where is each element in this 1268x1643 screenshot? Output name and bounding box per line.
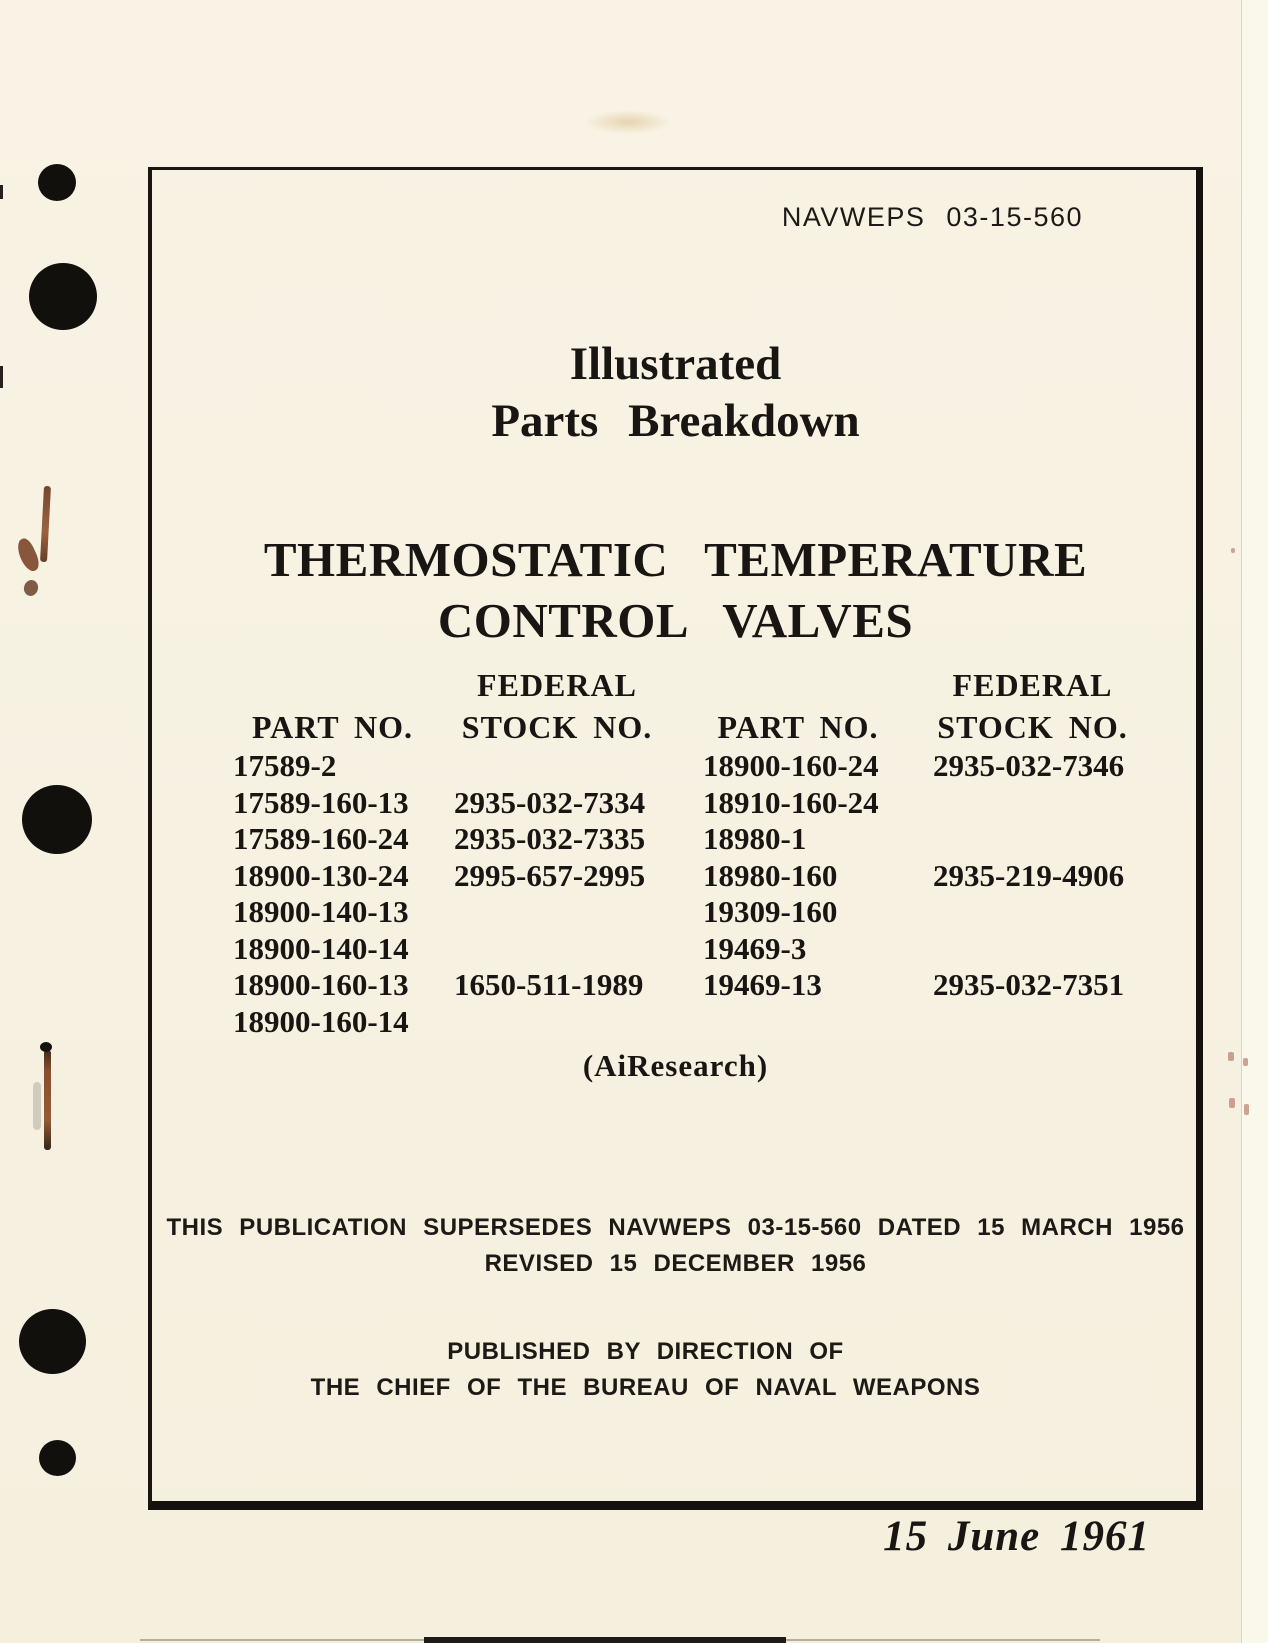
- issue-date: 15 June 1961: [883, 1513, 1150, 1560]
- punch-hole: [22, 785, 92, 854]
- punch-hole: [38, 164, 76, 201]
- column-cells: [225, 748, 440, 1040]
- column-cells: [442, 748, 672, 1040]
- table-cell: 1650-511-1989: [454, 967, 644, 1002]
- scan-edge-artifact: [0, 185, 3, 199]
- table-cell: [925, 785, 1140, 822]
- table-cell: [698, 1004, 898, 1041]
- parts-table-column-stock-right: [925, 664, 1140, 1040]
- ink-smudge: [44, 1050, 51, 1150]
- doc-type-line2: Parts Breakdown: [491, 395, 860, 447]
- table-cell: [442, 894, 672, 931]
- table-cell: 17589-160-24: [233, 821, 409, 856]
- scan-edge-artifact: [424, 1637, 786, 1643]
- published-line1: PUBLISHED BY DIRECTION OF: [447, 1338, 844, 1365]
- table-cell: 2935-032-7334: [454, 784, 646, 820]
- table-cell: 2935-219-4906: [933, 857, 1125, 893]
- supersedes-line2: REVISED 15 DECEMBER 1956: [484, 1250, 867, 1277]
- punch-hole: [39, 1440, 76, 1476]
- column-header-part-no: PART NO.: [717, 709, 879, 745]
- ink-smudge: [22, 578, 40, 597]
- table-cell: 19469-3: [703, 930, 807, 966]
- page-title: [148, 529, 1203, 651]
- table-cell: [925, 894, 1140, 931]
- table-cell: [442, 931, 672, 968]
- table-cell: 2935-032-7351: [933, 967, 1125, 1002]
- ink-smudge: [40, 486, 51, 562]
- table-cell: 17589-160-13: [233, 784, 409, 820]
- column-header-stock-no: STOCK NO.: [461, 709, 653, 745]
- title-line1: THERMOSTATIC TEMPERATURE: [263, 532, 1088, 587]
- table-cell: 18980-160: [703, 857, 838, 893]
- table-cell: 18900-160-13: [233, 967, 409, 1002]
- column-header-stock-no: STOCK NO.: [937, 709, 1128, 745]
- punch-hole: [19, 1309, 86, 1374]
- table-cell: [442, 748, 672, 785]
- publication-number: NAVWEPS 03-15-560: [781, 202, 1083, 232]
- table-cell: 18900-130-24: [233, 857, 409, 893]
- table-cell: 19309-160: [703, 894, 838, 929]
- published-by-notice: [118, 1334, 1173, 1406]
- column-header-federal: FEDERAL: [477, 667, 637, 703]
- table-cell: 17589-2: [233, 748, 337, 783]
- table-cell: 18900-140-14: [233, 930, 409, 966]
- parts-table-column-part-left: [225, 664, 440, 1040]
- ink-smudge: [14, 536, 43, 574]
- published-line2: THE CHIEF OF THE BUREAU OF NAVAL WEAPONS: [310, 1374, 981, 1401]
- scan-page-edge: [1241, 0, 1268, 1643]
- table-cell: 19469-13: [703, 967, 822, 1002]
- supersedes-notice: [148, 1210, 1203, 1282]
- title-line2: CONTROL VALVES: [437, 593, 914, 648]
- doc-type-heading: [148, 336, 1203, 450]
- column-header-federal: FEDERAL: [952, 667, 1113, 703]
- table-cell: [925, 1004, 1140, 1041]
- scan-edge-artifact: [0, 366, 3, 388]
- table-cell: [925, 821, 1140, 858]
- table-cell: 18900-140-13: [233, 894, 409, 929]
- ink-smudge: [40, 1042, 52, 1052]
- column-header-blank: [698, 664, 898, 706]
- column-header-blank: [225, 664, 440, 706]
- column-cells: [698, 748, 898, 1040]
- table-cell: 18900-160-14: [233, 1003, 409, 1039]
- table-cell: [925, 931, 1140, 968]
- table-cell: 18980-1: [703, 821, 807, 856]
- ink-smudge: [33, 1082, 41, 1130]
- table-cell: [442, 1004, 672, 1041]
- table-cell: 18900-160-24: [703, 748, 879, 783]
- paper-stain: [585, 110, 671, 134]
- manufacturer-name: (AiResearch): [582, 1048, 769, 1083]
- supersedes-line1: THIS PUBLICATION SUPERSEDES NAVWEPS 03-15-560 DATED 15 MARCH 1956: [166, 1214, 1185, 1241]
- doc-type-line1: Illustrated: [569, 338, 782, 390]
- table-cell: 2935-032-7346: [933, 748, 1125, 783]
- table-cell: 2935-032-7335: [454, 821, 646, 856]
- table-cell: 2995-657-2995: [454, 857, 646, 893]
- punch-hole: [29, 263, 97, 330]
- parts-table-column-part-right: [698, 664, 898, 1040]
- column-header-part-no: PART NO.: [251, 709, 414, 745]
- column-cells: [925, 748, 1140, 1040]
- parts-table-column-stock-left: [442, 664, 672, 1040]
- table-cell: 18910-160-24: [703, 784, 879, 820]
